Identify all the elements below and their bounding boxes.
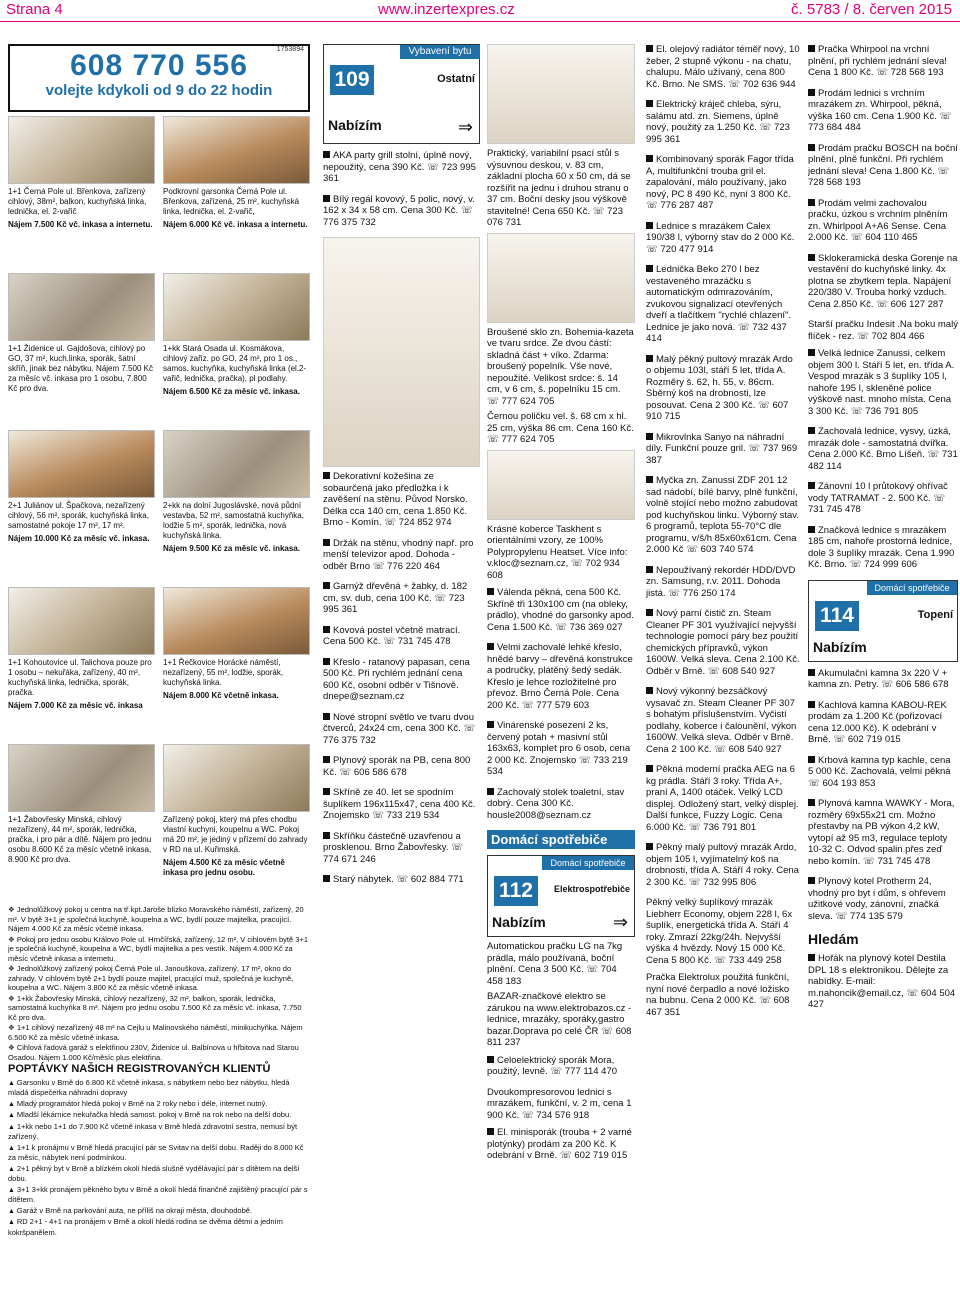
extra-listing: ❖ 1+1 cihlový nezařízený 48 m² na Cejlu u Malinovského náměstí, minikuchyňka. Nájem 6.500 Kč za měsíc včetně inkasa. [8, 1023, 310, 1042]
classified-ad: Myčka zn. Zanussi ZDF 201 12 sad nádobí, bílé barvy, plně funkční, volně stojící nebo možno zabudovat pod kuchyňskou linku. Výborný stav. 6 programů, teplota 55-70°C dle programu, v/š/h 85x60x61cm. Cena 2.000 Kč ☏ 603 740 574 [646, 475, 799, 555]
section-label: Nabízím [813, 638, 867, 655]
classified-ad: Bílý regál kovový, 5 polic, nový, v. 162 x 34 x 58 cm. Cena 300 Kč. ☏ 776 375 732 [323, 194, 480, 229]
classified-ad: Kombinovaný sporák Fagor třída A, multifunkční trouba gril el. zapalování, málo používaný, jako nový, PC 8 490 Kč, nyní 3 800 Kč. ☏ 776 287 487 [646, 154, 800, 212]
classified-ad: Černou poličku vel. š. 68 cm x hl. 25 cm, výška 86 cm. Cena 160 Kč. ☏ 777 624 705 [487, 411, 634, 445]
extra-listing: ❖ Pokoj pro jednu osobu Královo Pole ul. Hrnčířská, zařízený, 12 m², V cihlovém bytě 3+1 je společná kuchyně, koupelna a WC, bydlí majitelka a pes vestík. Nájem 4.000 Kč za měsíc včetně inkasa a internetu. [8, 935, 310, 964]
realty-listing [163, 273, 310, 430]
wanted-heading: Hledám [808, 931, 859, 947]
realty-listing [8, 587, 155, 744]
classified-ad: El. olejový radiátor téměř nový, 10 žeber, 2 stupně výkonu - na chatu, chalupu. Málo užívaný, cena 800 Kč. Brno. Ne SMS. ☏ 702 636 944 [646, 44, 800, 90]
classified-ad: Kovová postel včetně matrací. Cena 500 Kč. ☏ 731 745 478 [323, 625, 480, 648]
section-label: Nabízím [328, 117, 382, 133]
section-114 [808, 580, 958, 662]
arrow-right-icon: ⇒ [612, 912, 628, 932]
classified-ad: Pěkný velký šuplíkový mrazák Liebherr Economy, objem 228 l, 6x šuplík, energetická třída A. Stáří 4 roky. Zmrazí 22kg/24h. Nejvyšší výška 4 hvězdy. Nový 15 000 Kč. Cena 5 800 Kč. ☏ 733 449 258 [646, 897, 793, 966]
classified-ad: Nový parní čistič zn. Steam Cleaner PF 301 využívající nejvyšší technologie pomocí páry bez použití chemických přípravků, výkon 1600W. Velká sleva. Cena 2.100 Kč. Odběr v Brně. ☏ 608 540 927 [646, 608, 800, 677]
listing-photo [8, 430, 155, 498]
listing-photo [163, 587, 310, 655]
classified-ad: Prodám lednici s vrchním mrazákem zn. Whirpool, pěkná, výška 160 cm. Cena 1.900 Kč. ☏ 773 684 484 [808, 88, 958, 134]
listing-text: 1+1 Židenice ul. Gajdošova, cihlový po GO, 37 m², kuch.linka, sporák, šatní skříň, jinak bez nábytku. Nájem 7.500 Kč za měsíc vč. inkasa pro 1 osobu, 7.800 Kč pro dva. [8, 344, 153, 393]
site-url[interactable]: www.inzertexpres.cz [378, 1, 515, 18]
realty-phone-hours: volejte kdykoli od 9 do 22 hodin [45, 82, 273, 99]
listing-photo [163, 116, 310, 184]
section-subcategory: Topení [917, 608, 953, 621]
arrow-right-icon: ⇒ [457, 117, 473, 137]
classified-ad: Skříňku částečně uzavřenou a prosklenou. Brno Žabovřesky. ☏ 774 671 246 [323, 831, 480, 866]
listing-rent: Nájem 10.000 Kč za měsíc vč. inkasa. [8, 534, 150, 543]
section-subcategory: Ostatní [437, 73, 475, 85]
ad-code: 1753894 [276, 46, 304, 53]
listing-text: 1+1 Žabovřesky Minská, cihlový nezařízený, 44 m², sporák, lednička, pračka, i pro pár a dítě. Nájem pro jednu osobu 8.600 Kč za měsíc včetně inkasa, 8.900 Kč pro dva. [8, 815, 152, 864]
bowl-photo [487, 233, 635, 323]
column-appliances [646, 44, 800, 1314]
classified-ad: Starý nábytek. ☏ 602 884 771 [323, 874, 480, 886]
desk-photo [487, 44, 635, 144]
listing-rent: Nájem 4.500 Kč za měsíc včetně inkasa pro jednu osobu. [163, 858, 285, 877]
carpet-photo [487, 450, 635, 520]
section-label: Nabízím [492, 914, 546, 930]
classified-ad: Plynový kotel Protherm 24, vhodný pro byt i dům, s ohřevem užitkové vody, zánovní, značká slevа. ☏ 774 135 579 [808, 876, 958, 922]
classified-ad: Vinárenské posezení 2 ks, červený potah + masivní stůl 163x63, komplet pro 6 osob, cena 2 000 Kč. Znojemsko ☏ 733 219 534 [487, 720, 635, 778]
classified-ad: Značková lednice s mrazákem 185 cm, nahoře prostorná lednice, dole 3 šuplíky mrazák. Cena 1.990 Kč. Brno. ☏ 724 999 606 [808, 525, 958, 571]
realty-listing [163, 587, 310, 744]
clients-title: POPTÁVKY NAŠICH REGISTROVANÝCH KLIENTŮ [8, 1063, 271, 1075]
realty-column [8, 44, 310, 1314]
section-subcategory: Elektrospotřebiče [553, 884, 630, 894]
classified-ad: Elektrický kráječ chleba, sýru, salámu atd. zn. Siemens, úplně nový, použitý za 1.250 Kč. ☏ 723 995 361 [646, 99, 800, 145]
classified-ad: Křeslo - ratanový papasan, cena 500 Kč. Při rychlém jednání cena 600 Kč, osobní odběr v Tišnově. dnepe@seznam.cz [323, 657, 480, 703]
listing-photo [8, 744, 155, 812]
classified-ad: Prodám velmi zachovalou pračku, úzkou s vrchním plněním zn. Whirlpool A+A6 Sense. Cena 2.000 Kč. ☏ 604 110 465 [808, 198, 958, 244]
listing-rent: Nájem 6.000 Kč vč. inkasa a internetu. [163, 220, 308, 229]
classified-ad: Starší pračku Indesit .Na boku malý flíček - rez. ☏ 702 804 466 [808, 319, 958, 342]
classified-ad: Držák na stěnu, vhodný např. pro menší televizor apod. Dohoda - odběr Brno ☏ 776 220 464 [323, 538, 480, 573]
classified-ad: Pěkný malý pultový mrazák Ardo, objem 105 l, vyjímatelný koš na drobnosti, třída A. Stáří 4 roky. Cena 2 300 Kč. ☏ 732 995 806 [646, 842, 799, 888]
column-furniture [323, 44, 480, 1314]
classified-ad: Válenda pěkná, cena 500 Kč. Skříně tři 130x100 cm (na obleky, prádlo), vhodné do garsonky apod. Cena 1.500 Kč. ☏ 736 369 027 [487, 587, 634, 633]
classified-ad: Prodám pračku BOSCH na boční plnění, plně funkční. Při rychlém jednání sleva! Cena 1.800 Kč. ☏ 728 568 193 [808, 142, 958, 188]
classified-ad: El. minisporák (trouba + 2 varné plotýnky) prodám za 200 Kč. K odebrání v Brně. ☏ 602 719 015 [487, 1127, 635, 1162]
classified-ad: Plynový sporák na PB, cena 800 Kč. ☏ 606 586 678 [323, 755, 480, 778]
listing-rent: Nájem 6.500 Kč za měsíc vč. inkasa. [163, 387, 300, 396]
realty-phone[interactable]: 608 770 556 [70, 49, 248, 82]
section-112 [487, 855, 635, 937]
listing-text: 2+kk na dolní Jugoslávské, nová půdní vestavba, 52 m², samostatná kuchyňka, lodžie 5 m², sporák, lednička, nová kuchyňská linka. [163, 501, 304, 540]
classified-ad: Broušené sklo zn. Bohemia-kazeta ve tvaru srdce. Ze dvou částí: skladná část + víko. Zdarma: broušený popelník. Vše nové, nepoužité. Velikost srdce: š. 14 cm, v 6 cm, š. popelníku 15 cm. ☏ 777 624 705 [487, 326, 634, 407]
listing-text: 2+1 Juliánov ul. Špačkova, nezařízený cihlový, 56 m², sporák, kuchyňská linka, samostatné pokoje 17 m², 17 m². [8, 501, 149, 530]
classified-ad: Kachlová kamna KABOU-REK prodám za 1.200 Kč (pořizovací cena 12.000 Kč). K odebrání v Brně. ☏ 602 719 015 [808, 700, 958, 746]
section-number: 112 [494, 876, 538, 906]
classified-ad: AKA party grill stolní, úplně nový, nepoužitý, cena 390 Kč. ☏ 723 995 361 [323, 150, 480, 185]
listing-text: 1+1 Černá Pole ul. Břenkova, zařízený cihlový, 38m², balkon, kuchyňská linka, lednička, el. 2-vařič [8, 187, 147, 216]
classified-ad: Nové stropní světlo ve tvaru dvou čtverců, 24x24 cm, cena 300 Kč. ☏ 776 375 732 [323, 712, 480, 747]
client-request: ▲ 1+kk nebo 1+1 do 7.900 Kč včetně inkasa v Brně hledá zdravotní sestra, nemusí být zařízený. [8, 1122, 310, 1142]
client-request: ▲ Garsonku v Brně do 6.800 Kč včetně inkasa, s nábytkem nebo bez nábytku, hledá mladá dispečerka náhradní dopravy [8, 1078, 310, 1098]
classified-ad: BAZAR-značkové elektro se zárukou na www.elektrobazos.cz -lednice, mrazáky, sporáky,gastro bazar.Doprava po celé ČR ☏ 608 811 237 [487, 991, 632, 1048]
classified-ad: Pračka Whirpool na vrchní plnění, při rychlém jednání sleva! Cena 1 800 Kč. ☏ 728 568 193 [808, 44, 958, 79]
realty-listing [163, 430, 310, 587]
extra-listing: ❖ Jednolůžkový pokoj u centra na tř.kpt.Jaroše blízko Moravského náměstí, zařízený, 20 m². V bytě 3+1 je společná kuchyně, koupelna a WC, bydlí pouze majitelka, pracující. Nájem 4.000 Kč za měsíc včetně inkasa. [8, 905, 310, 934]
listing-photo [163, 430, 310, 498]
client-request: ▲ 3+1 3+kk pronájem pěkného bytu v Brně a okolí hledá finančně zajištěný pracující pár s dítětem. [8, 1185, 310, 1205]
realty-listing [8, 430, 155, 587]
classified-ad: Sklokeramická deska Gorenje na vestavění do kuchyňské linky. 4x plotna se zbytkem tepla. Napájení 220/380 V. Trouba horký vzduch. Cena 2.850 Kč. ☏ 606 127 287 [808, 252, 958, 310]
listing-photo [8, 587, 155, 655]
column-heating [808, 44, 958, 1314]
realty-phone-box [8, 44, 310, 112]
classified-ad: Pračka Elektrolux použitá funkční, nyní nové čerpadlo a nové ložisko na bubnu. Cena 2 000 Kč. ☏ 608 467 351 [646, 972, 790, 1018]
section-number: 109 [330, 65, 374, 95]
shelf-photo [323, 237, 480, 467]
classified-ad: Dvoukompresorovou lednici s mrazákem, funkční, v. 2 m, cena 1 900 Kč. ☏ 734 576 918 [487, 1086, 632, 1121]
realty-listing [163, 116, 310, 273]
extra-listing: ❖ Cihlová řadová garáž s elektřinou 230V, Židenice ul. Balbínova u hřbitova nad Starou Osadou. Nájem 1.000 Kč/měsíc plus elektřina. [8, 1043, 310, 1062]
classified-ad: Celoelektrický sporák Mora, použitý, levně. ☏ 777 114 470 [487, 1055, 635, 1078]
realty-listing [8, 116, 155, 273]
category-banner: Domácí spotřebiče [487, 830, 635, 849]
listing-text: 1+1 Řečkovice Horácké náměstí, nezařízený, 55 m², lodžie, sporák, kuchyňská linka. [163, 658, 284, 687]
column-mixed [487, 44, 635, 1314]
classified-ad: Malý pěkný pultový mrazák Ardo o objemu 103l, stáří 5 let, třída A. Rozměry š. 62, h. 55, v. 86cm. Sběrný koš na drobnosti, lze posouvat. Cena 2 300 Kč. ☏ 607 910 715 [646, 354, 800, 423]
listing-text: 1+kk Stará Osada ul. Kosmákova, cihlový zařiz. po GO, 24 m², pro 1 os., samos. kuchyňka, kuchyňská linka (el.2-vařič, lednička, pračka), pl podlahy. [163, 344, 307, 383]
listing-photo [163, 744, 310, 812]
classified-ad: Automatickou pračku LG na 7kg prádla, málo používaná, boční plnění. Cena 3 500 Kč. ☏ 704 458 183 [487, 941, 623, 987]
listing-rent: Nájem 7.000 Kč za měsíc vč. inkasa [8, 701, 143, 710]
section-number: 114 [815, 601, 859, 631]
classified-ad: Lednička Beko 270 l bez vestaveného mrazáčku s automatickým odmrazováním, zvukovou signalizací otevřených dveří a tlačítkem "rychlé chlazení". Lednice je jako nová. ☏ 732 437 414 [646, 264, 800, 345]
section-category: Vybavení bytu [400, 45, 480, 59]
classified-ad: Zachovalá lednice, vysvy, úzká, mrazák dole - samostatná dvířka. Cena 2.000 Kč. Brno Líšeň. ☏ 731 482 114 [808, 426, 958, 472]
page-number: Strana 4 [6, 1, 63, 18]
client-request: ▲ Mladší lékárnice nekuřačka hledá samost. pokoj v Brně na rok nebo na delší dobu. [8, 1110, 310, 1121]
classified-ad: Zánovní 10 l průtokový ohřívač vody TATRAMAT - 2. 500 Kč. ☏ 731 745 478 [808, 481, 958, 516]
listing-photo [8, 273, 155, 341]
classified-ad: Pěkná moderní pračka AEG na 6 kg prádla. Stáří 3 roky. Třída A+, praní A, 1400 otáček. Velký LCD displej. Odložený start, velký displej. Další funkce, Fuzzy Logic. Cena 6.000 Kč. ☏ 736 791 801 [646, 764, 799, 833]
extra-listing: ❖ Jednolůžkový zařízený pokoj Černá Pole ul. Janouškova, zařízený, 17 m², okno do zahrady. V cihlovém bytě 2+1 bydlí pouze majitel, pracující muž, společná je kuchyně, koupelna a WC. Nájem 3.800 Kč za měsíc včetně inkasa. [8, 964, 310, 993]
classified-ad: Velká lednice Zanussi, celkem objem 300 l. Stáří 5 let, en. třída A. Vespod mrazák s 3 šuplíky 105 l, nahoře 195 l, skleněné police výškově nast. mnoho místa. Cena 3 300 Kč. ☏ 736 791 805 [808, 348, 958, 417]
listing-text: 1+1 Kohoutovice ul. Talichova pouze pro 1 osobu – nekuřáka, zařízený, 40 m², kuchyňská linka, lednička, sporák, pračka. [8, 658, 152, 697]
classified-ad: Dekorativní kožešina ze sobaurčená jako předložka i k zavěšení na stěnu. Původ Norsko. Délka cca 140 cm, cena 1.850 Kč. Brno - Komín. ☏ 724 852 974 [323, 471, 480, 529]
client-request: ▲ 2+1 pěkný byt v Brně a blízkém okolí hledá slušně vydělávající pár s dítětem na delší dobu. [8, 1164, 310, 1184]
section-109 [323, 44, 480, 144]
classified-ad: Krásné koberce Taskhent s orientálními vzory, ze 100% Polypropylenu Heatset. Více info: v.kloc@seznam.cz, ☏ 702 934 608 [487, 523, 628, 581]
classified-ad: Garnýž dřevěná + žabky, d. 182 cm, sv. dub, cena 100 Kč. ☏ 723 995 361 [323, 581, 480, 616]
page-header [0, 0, 960, 22]
classified-ad: Praktický, variabilní psací stůl s výsuvnou deskou, v. 83 cm, základní plocha 60 x 50 cm, dá se rozšířit na jednu i druhou stranu o 37 cm. Boční desky jsou výškově stavitelné! Cena 650 Kč. ☏ 723 076 731 [487, 148, 631, 228]
classified-ad: Hořák na plynový kotel Destila DPL 18 s elektronikou. Dělejte za nabídky. E-mail: m.nahoncik@email.cz, ☏ 604 504 427 [808, 953, 958, 1011]
section-category: Domácí spotřebiče [542, 856, 634, 870]
classified-ad: Akumulační kamna 3x 220 V + kamna zn. Petry. ☏ 606 586 678 [808, 668, 958, 691]
listing-photo [8, 116, 155, 184]
listing-rent: Nájem 8.000 Kč včetně inkasa. [163, 691, 279, 700]
client-request: ▲ 1+1 k pronájmu v Brně hledá pracující pár se Svitav na delší dobu. Raději do 8.000 Kč za měsíc, nábytek není podmínkou. [8, 1143, 310, 1163]
client-request: ▲ RD 2+1 - 4+1 na pronájem v Brně a okolí hledá rodina se dvěma dětmi a jedním kokršpanělem. [8, 1217, 310, 1237]
classified-ad: Zachovalý stolek toaletní, stav dobrý. Cena 300 Kč. housle2008@seznam.cz [487, 787, 635, 822]
realty-listing [163, 744, 310, 901]
realty-listing [8, 744, 155, 901]
classified-ad: Mikrovlnka Sanyo na náhradní díly. Funkční pouze gril. ☏ 737 969 387 [646, 432, 800, 467]
listing-text: Zařízený pokoj, který má přes chodbu vlastní kuchyni, koupelnu a WC. Pokoj má 20 m², je jediný v přízemí do zahrady v RD na ul. Kuřimská. [163, 815, 308, 854]
realty-extras [8, 905, 310, 1237]
realty-grid [8, 116, 310, 901]
classified-ad: Nepoužívaný rekordér HDD/DVD zn. Samsung, r.v. 2011. Dohoda jistá. ☏ 776 250 174 [646, 565, 800, 600]
issue-date: č. 5783 / 8. červen 2015 [791, 1, 952, 18]
classified-ad: Velmi zachovalé lehké křeslo, hnědé barvy – dřevěná konstrukce a područky, plátěný šedý sedák. Křeslo je lehce rozložitelné pro převoz. Brno Černá Pole. Cena 200 Kč. ☏ 777 579 603 [487, 642, 635, 711]
classified-ad: Skříně ze 40. let se spodním šuplíkem 196x115x47, cena 400 Kč. Znojemsko ☏ 733 219 534 [323, 787, 480, 822]
section-category: Domácí spotřebiče [867, 581, 957, 595]
classified-ad: Plynová kamna WAWKY - Mora, rozměry 69x55x21 cm. Možno přestavby na PB výkon 4,2 kW, vytopí až 95 m3, regulace teploty 10-32 C. Odvod spalin přes zeď nebo komín. ☏ 731 745 478 [808, 798, 958, 867]
client-request: ▲ Mladý programátor hledá pokoj v Brně na 2 roky nebo i déle, internet nutný. [8, 1099, 310, 1110]
listing-rent: Nájem 7.500 Kč vč. inkasa a internetu. [8, 220, 153, 229]
realty-listing [8, 273, 155, 430]
listing-rent: Nájem 9.500 Kč za měsíc vč. inkasa. [163, 544, 300, 553]
listing-text: Podkrovní garsonka Černá Pole ul. Břenkova, zařízená, 25 m², kuchyňská linka, lednička, el. 2-vařič, [163, 187, 300, 216]
classified-ad: Krbová kamna typ kachle, cena 5 000 Kč. Zachovalá, velmi pěkná ☏ 604 193 853 [808, 755, 958, 790]
classified-ad: Lednice s mrazákem Calex 190/38 l, výborný stav do 2 000 Kč. ☏ 720 477 914 [646, 221, 800, 256]
extra-listing: ❖ 1+kk Žabovřesky Minská, cihlový nezařízený, 32 m², balkon, sporák, lednička, samostatná kuchyňka 8 m². Nájem pro jednu osobu 7.500 Kč za měsíc vč. inkasa, 7.750 Kč pro dva. [8, 994, 310, 1023]
classified-ad: Nový výkonný bezsáčkový vysavač zn. Steam Cleaner PF 307 s bohatým příslušenstvím. Vyčistí podlahy, koberce i čalounění, výkon 1600W. Velká sleva. Odběr v Brně. Cena 2 100 Kč. ☏ 608 540 927 [646, 686, 800, 755]
listing-photo [163, 273, 310, 341]
client-request: ▲ Garáž v Brně na parkování auta, ne příliš na okraji města, dlouhodobě. [8, 1206, 310, 1217]
